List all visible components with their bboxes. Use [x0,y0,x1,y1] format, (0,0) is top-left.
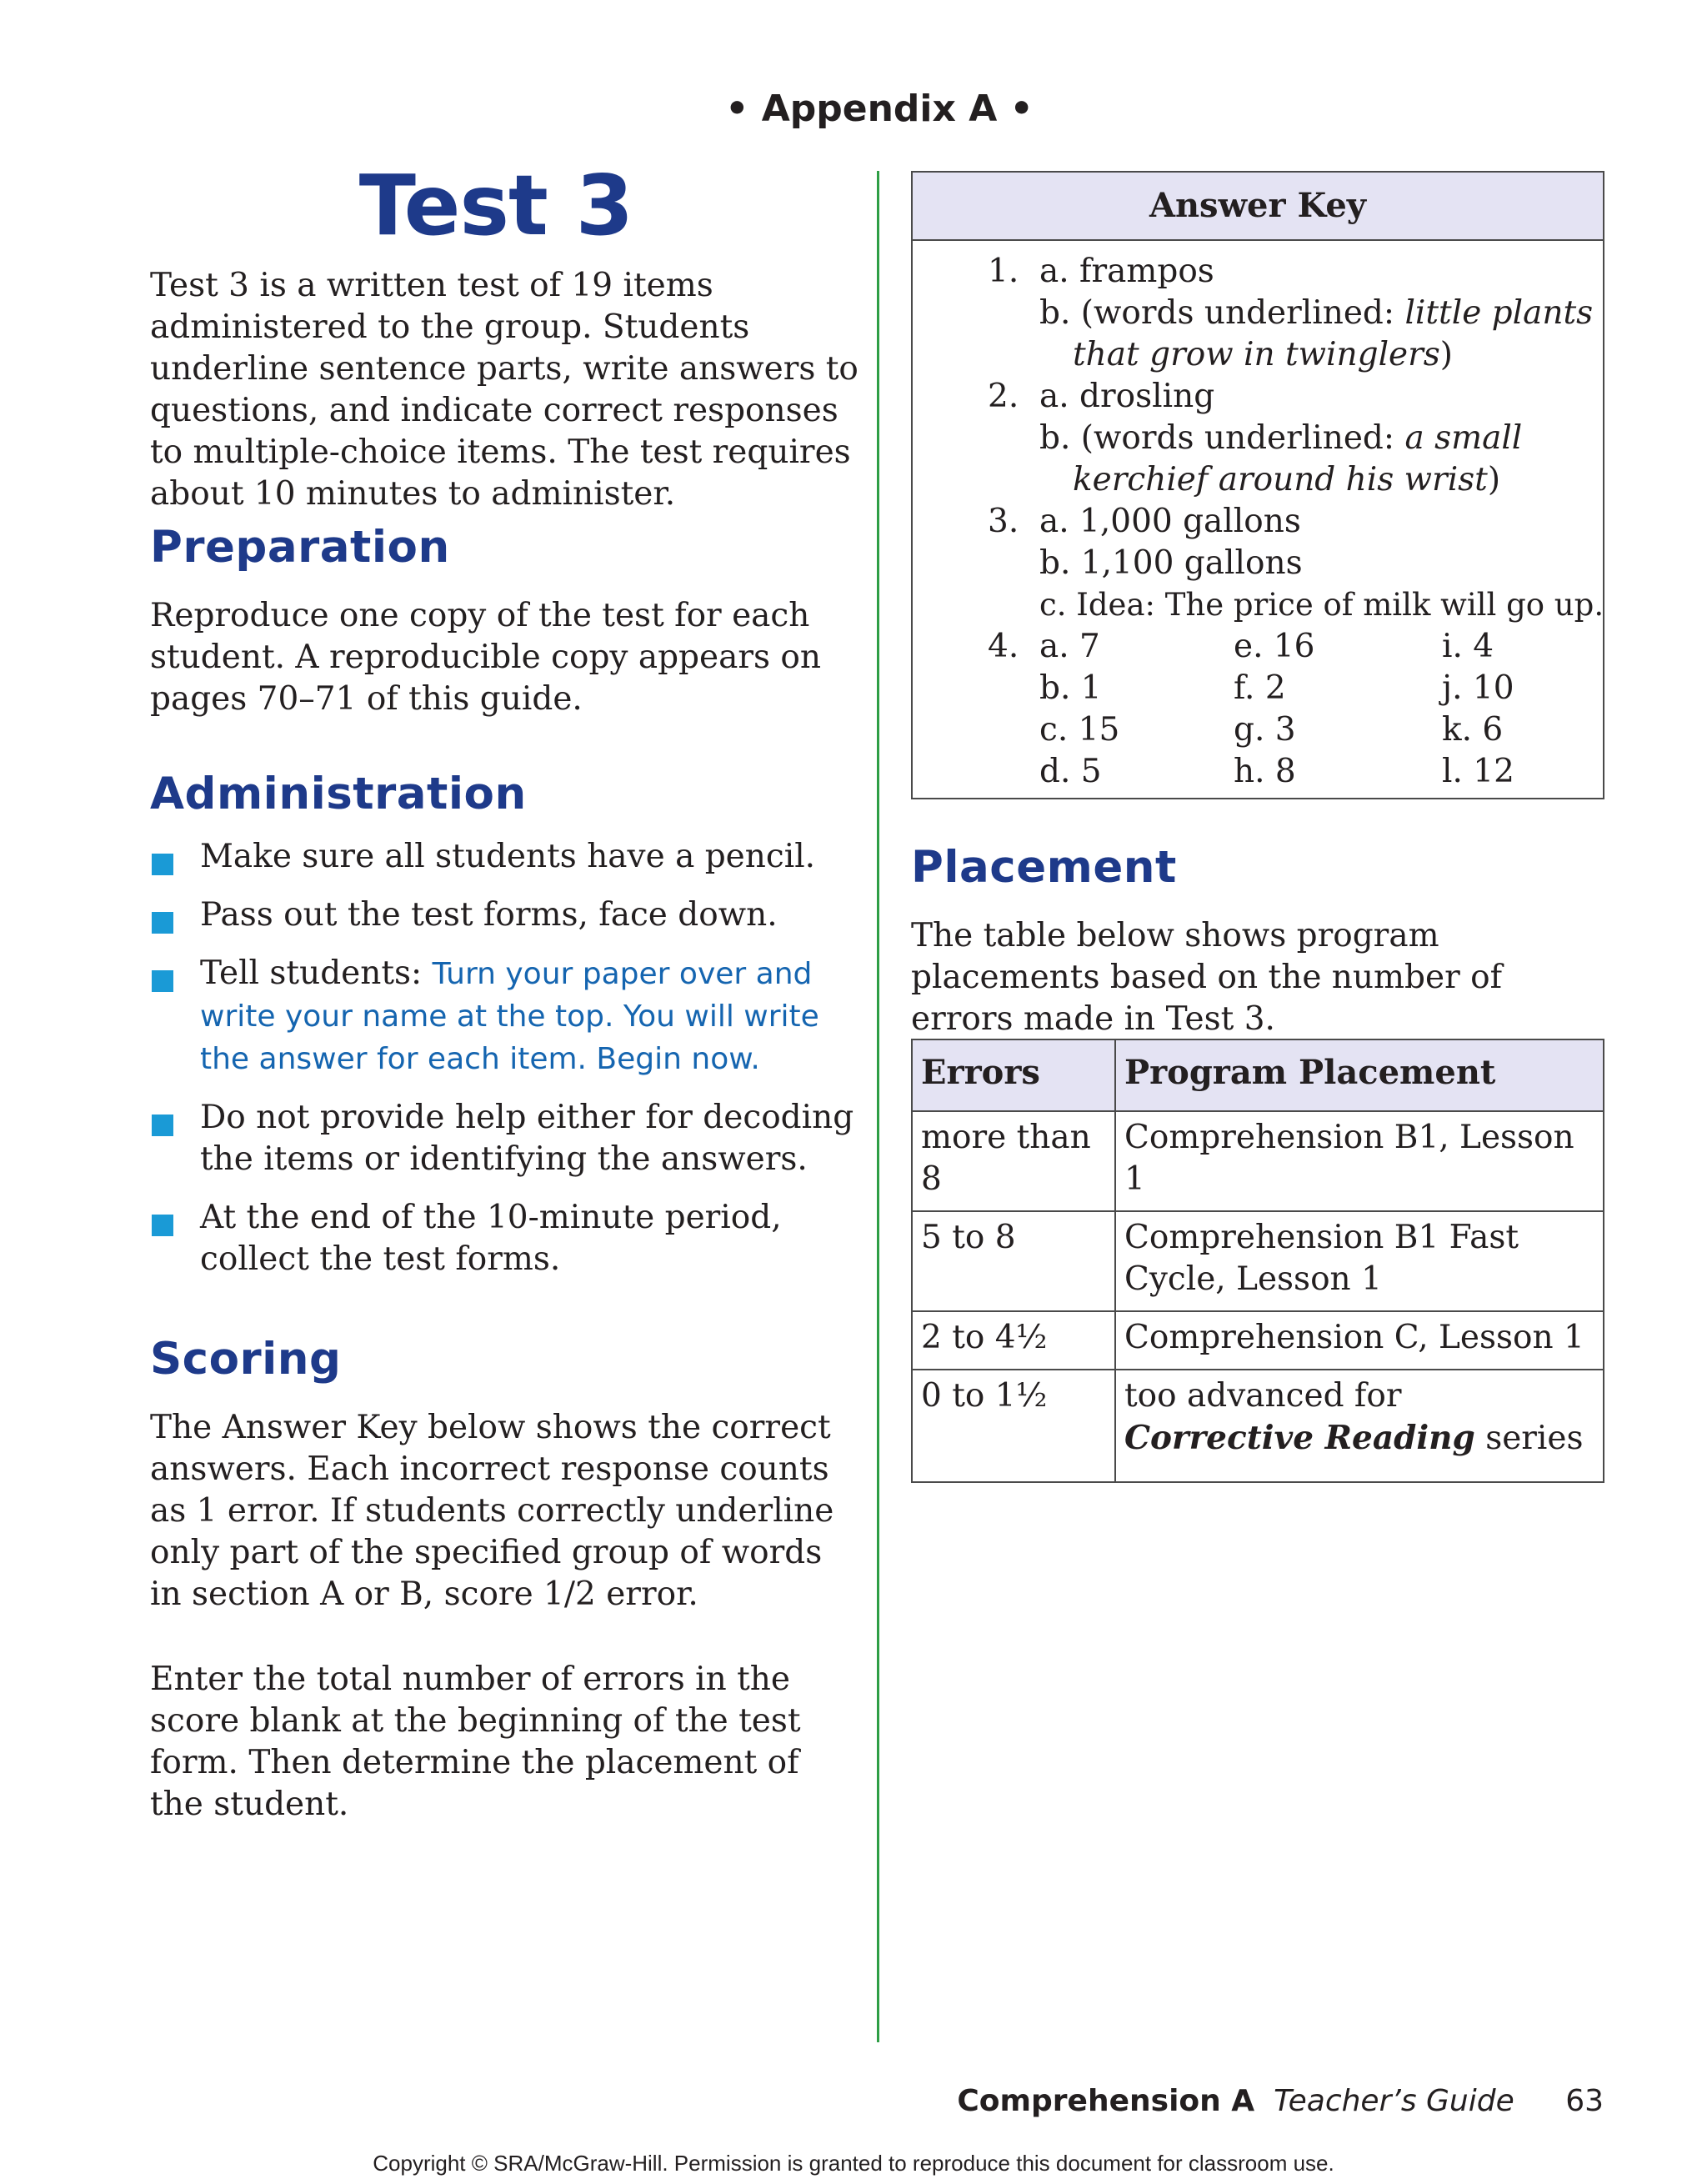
answer-4h: h. 8 [1234,753,1296,790]
item-number: 1. [988,253,1019,290]
bullet-square-icon [152,970,173,992]
administration-heading: Administration [150,769,527,819]
program-cell: Comprehension C, Lesson 1 [1115,1311,1604,1370]
answer-1b: b. (words underlined: little plants [1039,294,1594,332]
page-title: Test 3 [358,157,633,254]
answer-4c: c. 15 [1039,711,1120,749]
placement-table [911,1039,1604,1483]
answer-2b-cont: kerchief around his wrist) [1073,461,1501,498]
list-item: Pass out the test forms, face down. [150,894,859,936]
answer-1b-cont: that grow in twinglers) [1073,336,1454,373]
table-row [912,1370,1604,1482]
page-number: 63 [1565,2084,1604,2118]
errors-cell: more than 8 [912,1111,1115,1211]
answer-3a: a. 1,000 gallons [1039,503,1301,540]
administration-list [150,836,859,1297]
intro-paragraph: Test 3 is a written test of 19 items administered to the group. Students underline sentence parts, write answers to questions, and indicate correct responses to multiple-choice items. The test requires about 10 minutes to administer. [150,267,859,513]
table-row [912,1311,1604,1370]
table-row [912,1211,1604,1311]
list-item: At the end of the 10-minute period, collect the test forms. [150,1197,859,1280]
placement-heading: Placement [911,842,1177,893]
appendix-header: • Appendix A • [725,88,1034,130]
footer-book-title: Comprehension A Teacher’s Guide 63 [957,2084,1604,2118]
answer-4b: b. 1 [1039,669,1102,707]
errors-cell: 2 to 4½ [912,1311,1115,1370]
placement-text: The table below shows program placements based on the number of errors made in Test 3. [911,917,1503,1038]
answer-key-heading: Answer Key [913,173,1603,241]
scoring-paragraph-2: Enter the total number of errors in the score blank at the beginning of the test form. Then determine the placement of the student. [150,1661,801,1823]
answer-4d: d. 5 [1039,753,1102,790]
table-row [912,1111,1604,1211]
list-item: Tell students: Turn your paper over and write your name at the top. You will write the answer for each item. Begin now. [150,953,859,1080]
answer-1a: a. frampos [1039,253,1214,290]
answer-4k: k. 6 [1442,711,1504,749]
bullet-square-icon [152,912,173,934]
answer-4g: g. 3 [1234,711,1296,749]
answer-4l: l. 12 [1442,753,1514,790]
answer-4e: e. 16 [1234,628,1315,665]
answer-4f: f. 2 [1234,669,1286,707]
item-number: 2. [988,378,1019,415]
answer-2a: a. drosling [1039,378,1215,415]
item-number: 4. [988,628,1019,665]
scoring-heading: Scoring [150,1334,342,1385]
copyright-notice: Copyright © SRA/McGraw-Hill. Permission is granted to reproduce this document for classroom use. [373,2151,1334,2176]
answer-4i: i. 4 [1442,628,1494,665]
answer-2b: b. (words underlined: a small [1039,419,1523,457]
answer-4j: j. 10 [1442,669,1514,707]
bullet-square-icon [152,1115,173,1136]
bullet-square-icon [152,1215,173,1236]
errors-cell: 5 to 8 [912,1211,1115,1311]
program-cell: Comprehension B1, Lesson 1 [1115,1111,1604,1211]
program-cell: too advanced for Corrective Reading series [1115,1370,1604,1482]
errors-cell: 0 to 1½ [912,1370,1115,1482]
list-item: Do not provide help either for decoding the items or identifying the answers. [150,1097,859,1180]
answer-3c: c. Idea: The price of milk will go up. [1039,587,1604,623]
item-number: 3. [988,503,1019,540]
answer-4a: a. 7 [1039,628,1100,665]
program-cell: Comprehension B1 Fast Cycle, Lesson 1 [1115,1211,1604,1311]
column-divider [877,171,879,2042]
list-item: Make sure all students have a pencil. [150,836,859,878]
answer-3b: b. 1,100 gallons [1039,544,1303,582]
preparation-text: Reproduce one copy of the test for each student. A reproducible copy appears on pages 70–71 of this guide. [150,597,822,718]
answer-key-box [911,171,1604,799]
scoring-paragraph-1: The Answer Key below shows the correct answers. Each incorrect response counts as 1 error. If students correctly underline only part of the specified group of words in section A or B, score 1/2 error. [150,1409,834,1613]
column-header-program: Program Placement [1115,1039,1604,1111]
teacher-script-cue: Turn your paper over and write your name at the top. You will write the answer for each item. Begin now. [200,957,819,1076]
column-header-errors: Errors [912,1039,1115,1111]
bullet-square-icon [152,854,173,875]
preparation-heading: Preparation [150,522,450,573]
